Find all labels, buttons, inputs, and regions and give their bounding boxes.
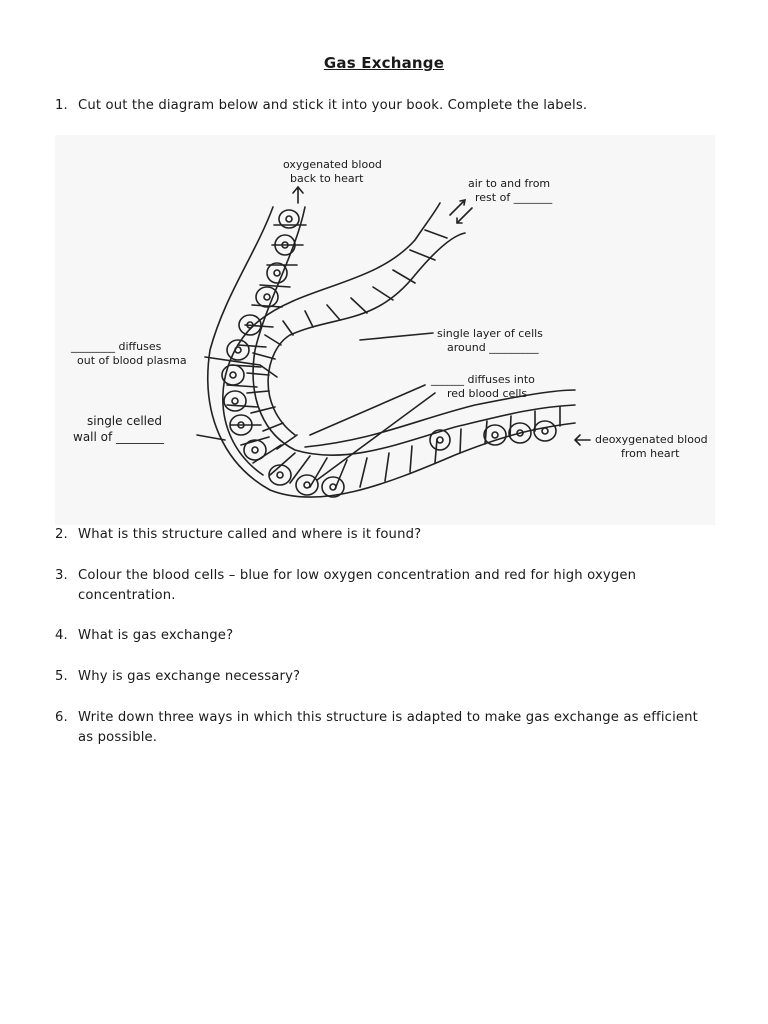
deoxygenated-arrow bbox=[575, 435, 590, 445]
diffuses-label-2: out of blood plasma bbox=[77, 354, 187, 367]
single-celled-label-1: single celled bbox=[87, 414, 162, 428]
question-number: 1. bbox=[55, 98, 68, 113]
single-celled-label-2: wall of ________ bbox=[73, 430, 165, 444]
question-number: 4. bbox=[55, 628, 68, 643]
oxygenated-label-2: back to heart bbox=[290, 172, 364, 185]
diffuses-into-leader bbox=[310, 385, 435, 480]
question-number: 3. bbox=[55, 568, 68, 583]
single-layer-label-2: around _________ bbox=[447, 341, 539, 354]
diffuses-label-1: ________ diffuses bbox=[71, 340, 162, 353]
question-3 bbox=[55, 566, 715, 606]
question-text: Why is gas exchange necessary? bbox=[78, 669, 301, 684]
question-number: 5. bbox=[55, 669, 68, 684]
air-label-2: rest of _______ bbox=[475, 191, 553, 204]
diffuses-into-label-1: ______ diffuses into bbox=[431, 373, 535, 386]
single-layer-leader bbox=[360, 333, 433, 340]
single-layer-label-1: single layer of cells bbox=[437, 327, 543, 340]
diffuses-into-label-2: red blood cells bbox=[447, 387, 528, 400]
question-4 bbox=[55, 626, 715, 646]
page-title: Gas Exchange bbox=[323, 54, 445, 72]
question-text: Write down three ways in which this structure is adapted to make gas exchange as efficient as possible. bbox=[78, 710, 698, 745]
alveolus-outer-wall bbox=[223, 203, 440, 475]
deoxygenated-label-1: deoxygenated blood bbox=[595, 433, 708, 446]
alveolus-inner-wall bbox=[268, 233, 465, 435]
question-text: What is this structure called and where is it found? bbox=[78, 527, 422, 542]
question-6 bbox=[55, 708, 715, 748]
oxygenated-label-1: oxygenated blood bbox=[283, 158, 382, 171]
question-number: 2. bbox=[55, 527, 68, 542]
oxygenated-arrow bbox=[293, 187, 303, 203]
alveolus-capillary-diagram bbox=[55, 135, 715, 525]
air-label-1: air to and from bbox=[468, 177, 551, 190]
question-number: 6. bbox=[55, 710, 68, 725]
air-arrows bbox=[450, 200, 472, 223]
deoxygenated-label-2: from heart bbox=[621, 447, 680, 460]
question-text: What is gas exchange? bbox=[78, 628, 234, 643]
question-5 bbox=[55, 667, 715, 687]
question-text: Colour the blood cells – blue for low oxygen concentration and red for high oxygen concentration. bbox=[78, 568, 637, 603]
question-text: Cut out the diagram below and stick it into your book. Complete the labels. bbox=[78, 98, 588, 113]
question-1 bbox=[55, 96, 715, 116]
question-2 bbox=[55, 525, 715, 545]
